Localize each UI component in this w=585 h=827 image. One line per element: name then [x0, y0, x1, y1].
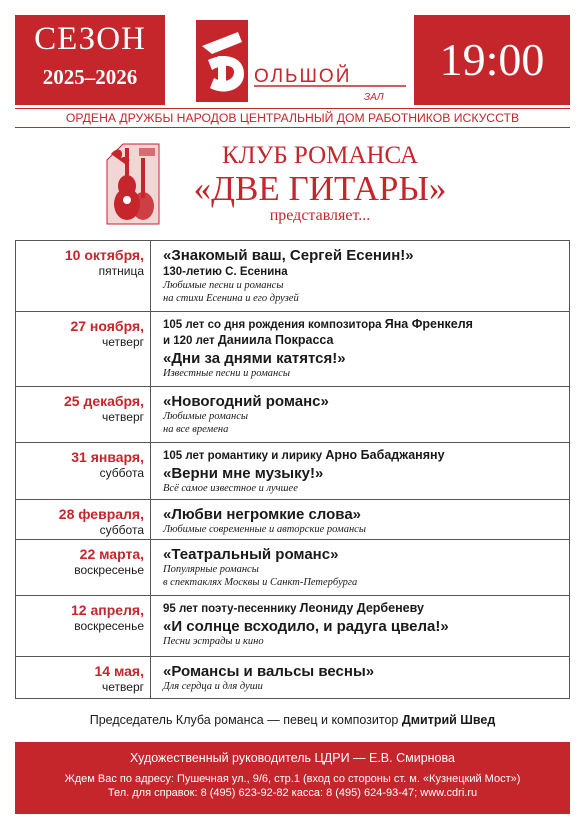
- event-date: 28 февраля,: [58, 506, 144, 522]
- event-date-cell: [16, 500, 151, 539]
- footer-banner: [15, 742, 570, 814]
- event-row: [16, 312, 569, 387]
- club-name-line2: «ДВЕ ГИТАРЫ»: [193, 169, 447, 208]
- event-desc: в спектаклях Москвы и Санкт-Петербурга: [163, 576, 358, 588]
- event-info-cell: [151, 241, 569, 311]
- event-subtitle: 130-летию С. Есенина: [163, 266, 288, 278]
- anniversary-name: Яна Френкеля: [384, 317, 473, 331]
- season-years: 2025–2026: [42, 65, 138, 89]
- event-info-cell: [151, 500, 569, 539]
- event-desc: Известные песни и романсы: [163, 368, 291, 379]
- event-desc: Всё самое известное и лучшее: [163, 483, 298, 494]
- event-date-cell: [16, 241, 151, 311]
- bolshoi-zal-logo: [188, 16, 412, 108]
- event-date: 25 декабря,: [63, 393, 144, 409]
- event-title: «И солнце всходило, и радуга цвела!»: [163, 618, 449, 635]
- event-info-cell: [151, 443, 569, 499]
- event-weekday: суббота: [99, 523, 144, 537]
- event-title: «Любви негромкие слова»: [163, 506, 362, 523]
- time-box: [414, 15, 570, 105]
- event-date-cell: [16, 657, 151, 698]
- logo-word: ОЛЬШОЙ: [254, 66, 352, 87]
- anniversary-name: Леониду Дербеневу: [299, 601, 424, 615]
- event-date-cell: [16, 387, 151, 442]
- event-title: «Новогодний романс»: [163, 393, 329, 410]
- anniversary-name: Даниила Покрасса: [217, 333, 334, 347]
- event-info-cell: [151, 596, 569, 656]
- anniversary-text: 95 лет поэту-песеннику: [163, 603, 300, 615]
- season-box: [15, 15, 165, 105]
- event-row: [16, 241, 569, 312]
- event-row: [16, 443, 569, 500]
- event-date: 22 марта,: [79, 546, 144, 562]
- event-date: 10 октября,: [64, 247, 144, 263]
- event-desc: Песни эстрады и кино: [163, 636, 264, 647]
- event-row: [16, 596, 569, 657]
- presents-text: представляет...: [269, 207, 371, 224]
- event-date-cell: [16, 540, 151, 595]
- event-desc: Любимые романсы: [163, 411, 249, 422]
- event-title: «Знакомый ваш, Сергей Есенин!»: [163, 247, 414, 264]
- event-info-cell: [151, 657, 569, 698]
- event-title: «Театральный романс»: [163, 546, 339, 563]
- start-time: 19:00: [439, 34, 545, 85]
- event-desc: на все времена: [163, 423, 229, 435]
- program-table: [15, 240, 570, 699]
- season-label: СЕЗОН: [34, 21, 146, 57]
- event-title: «Верни мне музыку!»: [163, 465, 324, 482]
- event-date-cell: [16, 443, 151, 499]
- event-date: 14 мая,: [94, 663, 144, 679]
- event-desc: Любимые современные и авторские романсы: [163, 524, 366, 535]
- event-weekday: воскресенье: [74, 563, 144, 577]
- event-desc: Для сердца и для души: [163, 681, 263, 692]
- club-chairman: [15, 713, 570, 727]
- event-date: 31 января,: [71, 449, 144, 465]
- event-desc: Любимые песни и романсы: [163, 280, 284, 291]
- event-anniversary: [163, 317, 561, 333]
- art-director: Художественный руководитель ЦДРИ — Е.В. Смирнова: [130, 751, 455, 765]
- event-date-cell: [16, 596, 151, 656]
- event-title: «Романсы и вальсы весны»: [163, 663, 375, 680]
- club-name-line1: КЛУБ РОМАНСА: [221, 142, 419, 169]
- anniversary-text: 105 лет романтику и лирику: [163, 450, 326, 462]
- event-weekday: четверг: [102, 335, 144, 349]
- event-weekday: суббота: [99, 466, 144, 480]
- event-anniversary: [163, 448, 561, 464]
- organization-banner: ОРДЕНА ДРУЖБЫ НАРОДОВ ЦЕНТРАЛЬНЫЙ ДОМ РАБОТНИКОВ ИСКУССТВ: [15, 108, 570, 128]
- event-weekday: воскресенье: [74, 619, 144, 633]
- event-info-cell: [151, 387, 569, 442]
- anniversary-name: Арно Бабаджаняну: [325, 448, 445, 462]
- event-weekday: пятница: [98, 264, 144, 278]
- event-row: [16, 657, 569, 698]
- event-anniversary: [163, 333, 561, 349]
- event-row: [16, 500, 569, 540]
- chairman-name: Дмитрий Швед: [401, 713, 496, 727]
- guitar-emblem-icon: [103, 140, 161, 228]
- event-weekday: четверг: [102, 410, 144, 424]
- anniversary-text: 105 лет со дня рождения композитора: [163, 319, 385, 331]
- event-date: 12 апреля,: [71, 602, 144, 618]
- event-anniversary: [163, 601, 561, 617]
- phones: Тел. для справок: 8 (495) 623-92-82 касса: 8 (495) 624-93-47; www.cdri.ru: [107, 787, 478, 799]
- chairman-text: Председатель Клуба романса — певец и композитор: [89, 713, 402, 727]
- address: Ждем Вас по адресу: Пушечная ул., 9/6, стр.1 (вход со стороны ст. м. «Кузнецкий Мост»): [64, 773, 521, 785]
- event-weekday: четверг: [102, 680, 144, 694]
- event-desc: Популярные романсы: [163, 564, 259, 575]
- event-info-cell: [151, 540, 569, 595]
- anniversary-text: и 120 лет: [163, 335, 218, 347]
- event-date: 27 ноября,: [70, 318, 144, 334]
- logo-sub: ЗАЛ: [364, 92, 384, 103]
- event-title: «Дни за днями катятся!»: [163, 350, 346, 367]
- event-row: [16, 540, 569, 596]
- event-desc: на стихи Есенина и его друзей: [163, 292, 299, 304]
- event-date-cell: [16, 312, 151, 386]
- event-info-cell: [151, 312, 569, 386]
- event-row: [16, 387, 569, 443]
